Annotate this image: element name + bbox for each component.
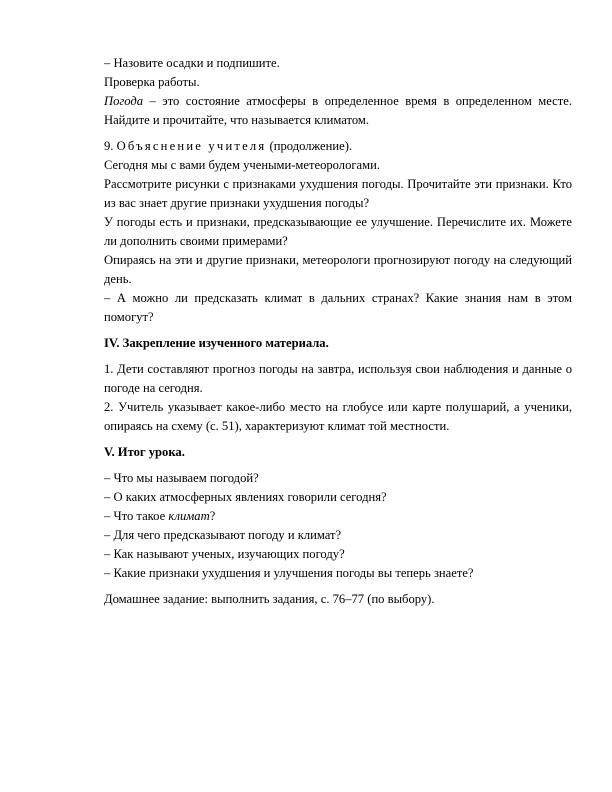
term-climate: климат (168, 509, 210, 523)
section-4-item-2: 2. Учитель указывает какое-либо место на глобусе или карте полушарий, а ученики, опираясь на схему (с. 51), характеризуют климат той местности. (104, 400, 572, 433)
definition-weather (104, 92, 572, 130)
step-number: 9. (104, 139, 117, 153)
document-page (104, 54, 572, 609)
paragraph-climate-question: – А можно ли предсказать климат в дальних странах? Какие знания нам в этом помогут? (104, 291, 572, 324)
term-weather: Погода (104, 94, 144, 108)
paragraph-forecast: Опираясь на эти и другие признаки, метеорологи прогнозируют погоду на следующий день. (104, 253, 572, 286)
summary-question-3 (104, 507, 572, 526)
summary-question-6: – Какие признаки ухудшения и улучшения погоды вы теперь знаете? (104, 566, 474, 580)
definition-weather-text: – это состояние атмосферы в определенное время в определенном месте. Найдите и прочитайте, что называется климатом. (104, 94, 572, 127)
line-meteorologists: Сегодня мы с вами будем учеными-метеорологами. (104, 158, 381, 172)
teacher-explanation-heading (104, 137, 572, 156)
summary-question-2: – О каких атмосферных явлениях говорили сегодня? (104, 490, 387, 504)
line-precipitation-task: – Назовите осадки и подпишите. (104, 56, 280, 70)
step-title: Объяснение учителя (116, 139, 267, 153)
paragraph-improving-signs: У погоды есть и признаки, предсказывающие ее улучшение. Перечислите их. Можете ли дополнить своими примерами? (104, 215, 572, 248)
summary-question-1: – Что мы называем погодой? (104, 471, 259, 485)
summary-question-5: – Как называют ученых, изучающих погоду? (104, 547, 345, 561)
section-5-title: V. Итог урока. (104, 445, 185, 459)
summary-question-4: – Для чего предсказывают погоду и климат? (104, 528, 342, 542)
summary-question-3-post: ? (209, 509, 216, 523)
section-4-title: IV. Закрепление изученного материала. (104, 336, 329, 350)
line-work-check: Проверка работы. (104, 75, 200, 89)
summary-question-3-pre: – Что такое (104, 509, 169, 523)
homework-line: Домашнее задание: выполнить задания, с. 76–77 (по выбору). (104, 592, 435, 606)
paragraph-worsening-signs: Рассмотрите рисунки с признаками ухудшения погоды. Прочитайте эти признаки. Кто из вас знает другие признаки ухудшения погоды? (104, 177, 572, 210)
step-note: (продолжение). (266, 139, 353, 153)
section-4-item-1: 1. Дети составляют прогноз погоды на завтра, используя свои наблюдения и данные о погоде на сегодня. (104, 362, 572, 395)
